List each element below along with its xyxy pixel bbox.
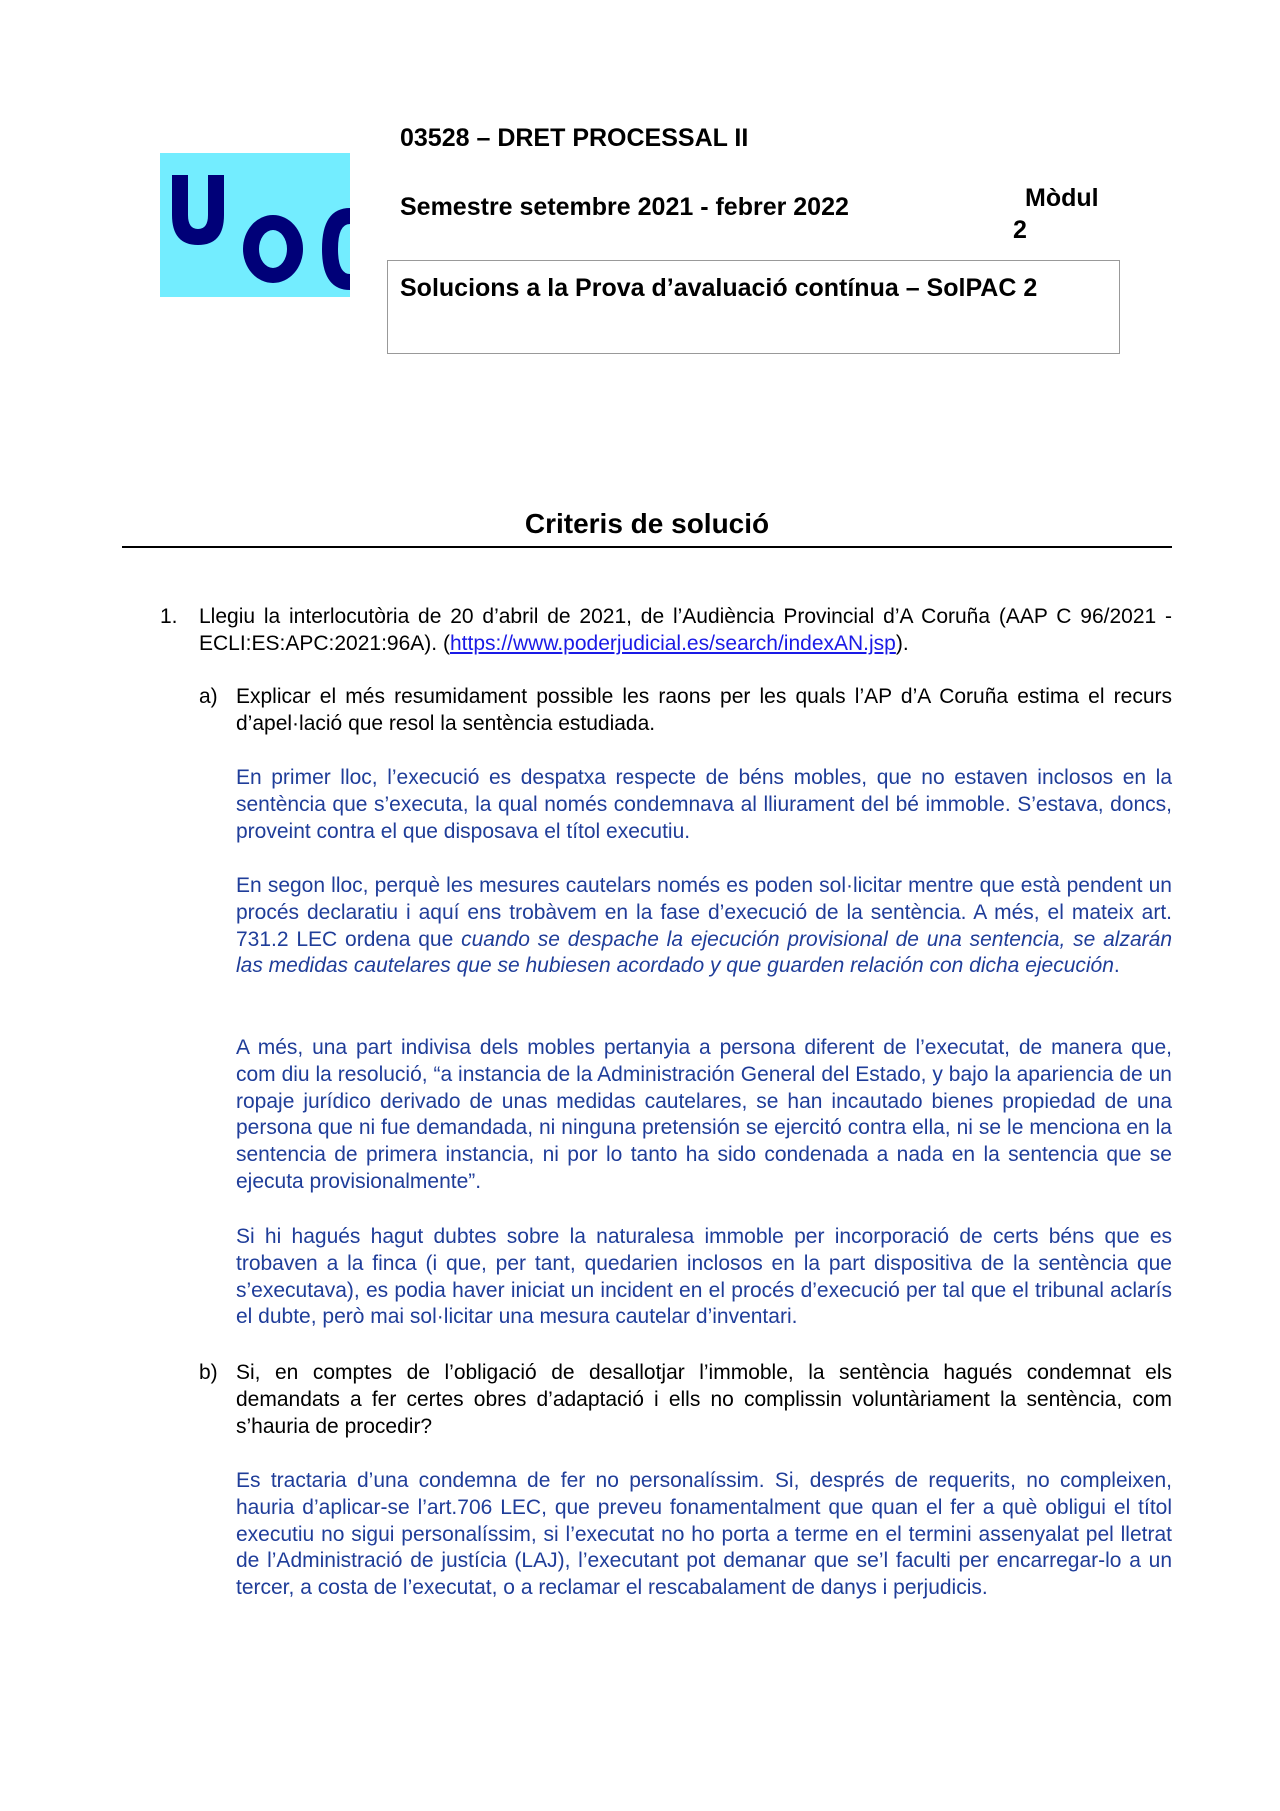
heading-divider	[122, 546, 1172, 548]
poderjudicial-link[interactable]: https://www.poderjudicial.es/search/indexAN.jsp	[449, 631, 896, 655]
part-a-answer-p2	[236, 873, 1172, 980]
module-number: 2	[1013, 216, 1027, 244]
module-label	[1013, 182, 1123, 246]
module-label-line1: Mòdul	[1025, 184, 1099, 212]
part-b-question: Si, en comptes de l’obligació de desallotjar l’immoble, la sentència hagués condemnat els demandats a fer certes obres d’adaptació i ells no complissin voluntàriament la sentència, com s’hauria de procedir?	[236, 1361, 1172, 1438]
question-number: 1.	[160, 605, 178, 628]
question-1-intro: Llegiu la interlocutòria de 20 d’abril de 2021, de l’Audiència Provincial d’A Coruña (AAP C 96/2021 - ECLI:ES:APC:2021:96A). (	[199, 605, 1172, 655]
section-title: Criteris de solució	[524, 508, 770, 539]
question-1-text	[199, 604, 1172, 658]
lec-quote: cuando se despache la ejecución provisional de una sentencia, se alzarán las medidas cautelares que se hubiesen acordado y que guarden relación con dicha ejecución	[236, 927, 1173, 978]
uoc-logo	[160, 153, 350, 297]
part-a-answer-p2-start: En segon lloc, perquè les mesures cautelars només es poden sol·licitar mentre que està pendent un procés declaratiu i aquí ens trobàvem en la fase d’execució de la sentència. A més, el mateix art. 731.2 LEC ordena que	[236, 874, 1172, 951]
part-b-answer: Es tractaria d’una condemna de fer no personalíssim. Si, després de requerits, no compleixen, hauria d’aplicar-se l’art.706 LEC, que preveu fonamentalment que quan el fer a què obligui el títol executiu no sigui personalíssim, si l’executat no ho porta a terme en el termini assenyalat pel lletrat de l’Administració de justícia (LAJ), l’executant pot demanar que se’l faculti per encarregar-lo a un tercer, a costa de l’executat, o a reclamar el rescabalament de danys i perjudicis.	[236, 1469, 1172, 1600]
part-a-answer-p3: A més, una part indivisa dels mobles pertanyia a persona diferent de l’executat, de manera que, com diu la resolució, “a instancia de la Administración General del Estado, y bajo la apariencia de un ropaje jurídico derivado de unas medidas cautelares, se han incautado bienes propiedad de una persona que ni fue demandada, ni ninguna pretensión se ejercitó contra ella, ni se le menciona en la sentencia de primera instancia, ni por lo tanto ha sido condenada a nada en la sentencia que se ejecuta provisionalmente”.	[236, 1036, 1172, 1193]
part-a-answer-p4: Si hi hagués hagut dubtes sobre la naturalesa immoble per incorporació de certs béns que es trobaven a la finca (i que, per tant, quedarien inclosos en la part dispositiva de la sentència que s’executava), es podia haver iniciat un incident en el procés d’execució per tal que el tribunal aclarís el dubte, però mai sol·licitar una mesura cautelar d’inventari.	[236, 1225, 1172, 1329]
part-a-answer-p1: En primer lloc, l’execució es despatxa respecte de béns mobles, que no estaven inclosos en la sentència que s’executa, la qual només condemnava al lliurament del bé immoble. S’estava, doncs, proveint contra el que disposava el títol executiu.	[236, 766, 1172, 843]
document-title: Solucions a la Prova d’avaluació contínua – SolPAC 2	[400, 274, 1038, 302]
part-a-letter: a)	[199, 685, 218, 708]
course-title: 03528 – DRET PROCESSAL II	[400, 124, 749, 152]
question-1-close: ).	[895, 631, 909, 655]
uoc-logo-mark	[160, 153, 350, 297]
title-box	[387, 260, 1120, 354]
part-a-question: Explicar el més resumidament possible les raons per les quals l’AP d’A Coruña estima el recurs d’apel·lació que resol la sentència estudiada.	[236, 685, 1172, 735]
part-b-letter: b)	[199, 1361, 218, 1384]
semester: Semestre setembre 2021 - febrer 2022	[400, 193, 849, 221]
part-a-answer-p2-end: .	[1113, 954, 1120, 978]
